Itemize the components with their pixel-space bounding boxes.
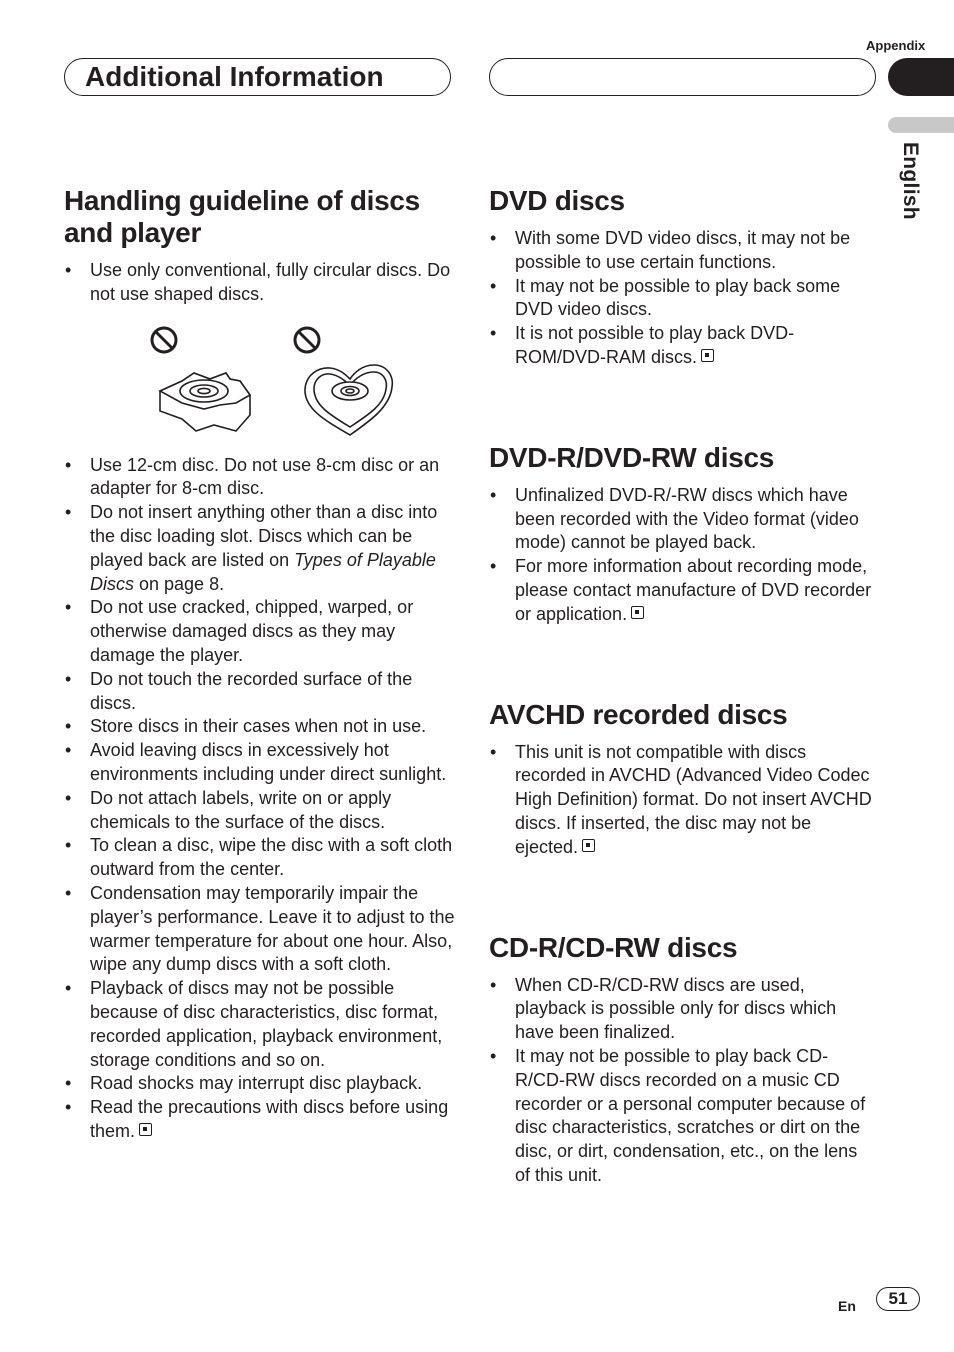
prohibited-icon (152, 328, 176, 352)
avchd-list (489, 741, 877, 860)
list-item: • Condensation may temporarily impair the player’s performance. Leave it to adjust to the warmer temperature for about one hour. Also, wipe any dump discs with a soft cloth. (64, 882, 456, 977)
empty-header-pill (489, 58, 876, 96)
shaped-disc-illustration (64, 323, 456, 441)
language-tab-marker (888, 117, 954, 133)
section-title: Additional Information (85, 61, 384, 92)
list-item-text: For more information about recording mode, please contact manufacture of DVD recorder or application. (515, 556, 872, 624)
list-item: • Playback of discs may not be possible because of disc characteristics, disc format, recorded application, playback environment, storage conditions and so on. (64, 977, 456, 1072)
list-item (489, 741, 877, 860)
footer-language: En (838, 1298, 856, 1314)
prohibited-icon (295, 328, 319, 352)
list-item (489, 555, 877, 626)
list-item-text: This unit is not compatible with discs recorded in AVCHD (Advanced Video Codec High Definition) format. Do not insert AVCHD discs. If inserted, the disc may not be ejected. (515, 741, 872, 857)
list-item: • It may not be possible to play back some DVD video discs. (489, 275, 877, 323)
end-of-section-icon (582, 839, 595, 852)
dvd-list (489, 227, 877, 370)
cross-reference-link[interactable]: Types of Playable Discs (90, 549, 436, 594)
list-item: • When CD-R/CD-RW discs are used, playback is possible only for discs which have been finalized. (489, 974, 877, 1045)
end-of-section-icon (631, 606, 644, 619)
list-item: • Use only conventional, fully circular discs. Do not use shaped discs. (64, 259, 456, 307)
cdr-heading: CD-R/CD-RW discs (489, 931, 738, 963)
list-item: • Do not attach labels, write on or apply chemicals to the surface of the discs. (64, 787, 456, 835)
left-column (64, 185, 456, 1144)
dvd-heading: DVD discs (489, 185, 625, 216)
list-item: • Avoid leaving discs in excessively hot environments including under direct sunlight. (64, 739, 456, 787)
right-column (489, 185, 877, 1188)
list-item: • Use 12-cm disc. Do not use 8-cm disc or an adapter for 8-cm disc. (64, 454, 456, 502)
list-item-text: Read the precautions with discs before using them. (90, 1097, 449, 1141)
handling-list-top (64, 259, 456, 307)
appendix-tab (888, 58, 954, 96)
dvdr-heading: DVD-R/DVD-RW discs (489, 441, 775, 473)
end-of-section-icon (701, 349, 714, 362)
list-item-text: It is not possible to play back DVD-ROM/DVD-RAM discs. (515, 323, 795, 367)
list-item (64, 1096, 456, 1144)
list-item: • To clean a disc, wipe the disc with a soft cloth outward from the center. (64, 834, 456, 882)
dvdr-list (489, 484, 877, 627)
appendix-label: Appendix (866, 38, 926, 53)
list-item: • Road shocks may interrupt disc playback. (64, 1072, 456, 1096)
list-item-text: Do not insert anything other than a disc into the disc loading slot. Discs which can be played back are listed on (90, 502, 438, 570)
list-item: • With some DVD video discs, it may not be possible to use certain functions. (489, 227, 877, 275)
handling-list (64, 454, 456, 1144)
section-title-pill (64, 58, 451, 96)
end-of-section-icon (139, 1123, 152, 1136)
list-item: • Do not touch the recorded surface of the discs. (64, 668, 456, 716)
list-item (489, 322, 877, 370)
list-item: • It may not be possible to play back CD-R/CD-RW discs recorded on a music CD recorder or a personal computer because of disc characteristics, scratches or dirt on the disc, or dirt, condensation, etc., on the lens of this unit. (489, 1045, 877, 1188)
list-item: • Store discs in their cases when not in use. (64, 715, 456, 739)
list-item: • Do not use cracked, chipped, warped, or otherwise damaged discs as they may damage the player. (64, 596, 456, 667)
shaped-disc-svg (64, 323, 456, 441)
avchd-heading: AVCHD recorded discs (489, 698, 788, 730)
handling-heading: Handling guideline of discs and player (64, 185, 420, 248)
shaped-disc-icon (160, 373, 250, 431)
cdr-list (489, 974, 877, 1188)
list-item (64, 501, 456, 596)
list-item: • Unfinalized DVD-R/-RW discs which have been recorded with the Video format (video mode) cannot be played back. (489, 484, 877, 555)
heart-disc-icon (305, 365, 392, 435)
language-tab: English (899, 142, 922, 220)
page-number: 51 (876, 1287, 920, 1311)
list-item-text: on page 8. (134, 573, 225, 594)
